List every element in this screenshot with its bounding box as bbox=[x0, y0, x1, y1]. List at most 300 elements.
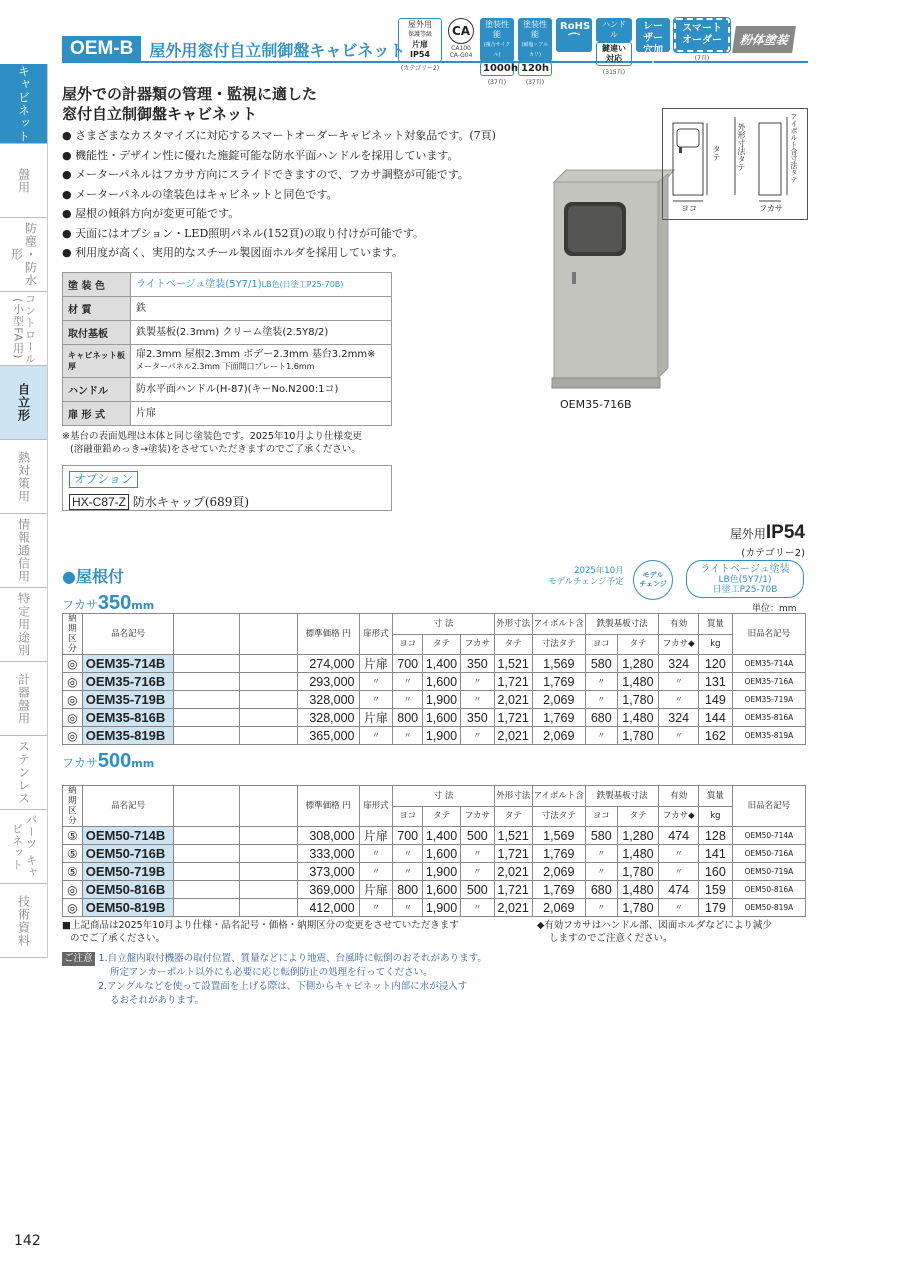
ca-icon: CA bbox=[448, 18, 474, 44]
blank-cell bbox=[240, 899, 298, 917]
depth-cell: 500 bbox=[460, 827, 494, 845]
sidebar-item-stainless[interactable] bbox=[0, 736, 48, 810]
color-std: 日塗工P25-70B bbox=[712, 585, 778, 595]
price-cell: 412,000 bbox=[297, 899, 359, 917]
old-code-cell: OEM50-719A bbox=[732, 863, 805, 881]
col-blank bbox=[174, 614, 240, 655]
depth-unit: mm bbox=[131, 757, 155, 770]
product-name-cell: OEM35-716B bbox=[82, 673, 174, 691]
width-cell: 〃 bbox=[393, 727, 423, 745]
ip-category: (カテゴリー2) bbox=[741, 548, 805, 559]
mass-cell: 160 bbox=[699, 863, 733, 881]
mass-cell: 128 bbox=[699, 827, 733, 845]
feature-item: ● メーターパネルはフカサ方向にスライドできますので、フカサ調整が可能です。 bbox=[62, 168, 469, 181]
col-mass: 質量 bbox=[699, 614, 733, 635]
mass-cell: 120 bbox=[699, 655, 733, 673]
plate-height-cell: 1,780 bbox=[617, 691, 659, 709]
door-cell: 片扉 bbox=[359, 827, 393, 845]
width-cell: 〃 bbox=[393, 863, 423, 881]
color-code: LB色(5Y7/1) bbox=[718, 575, 772, 585]
outer-height-cell: 1,521 bbox=[494, 827, 532, 845]
table-row bbox=[63, 691, 806, 709]
price-cell: 333,000 bbox=[297, 845, 359, 863]
blank-cell bbox=[240, 727, 298, 745]
blank-cell bbox=[174, 709, 240, 727]
blank-cell bbox=[240, 673, 298, 691]
feature-item: ● メーターパネルの塗装色はキャビネットと同色です。 bbox=[62, 187, 338, 201]
bolt-height-cell: 2,069 bbox=[532, 691, 585, 709]
thickness-line-1: 扉2.3mm 屋根2.3mm ボデー2.3mm 基台3.2mm※ bbox=[136, 349, 376, 360]
plate-width-cell: 〃 bbox=[585, 691, 617, 709]
price-cell: 293,000 bbox=[297, 673, 359, 691]
footnote-line: ◆有効フカサはハンドル部、図面ホルダなどにより減少 bbox=[537, 920, 772, 931]
outer-height-cell: 1,521 bbox=[494, 655, 532, 673]
coat1-cap: (37頁) bbox=[487, 79, 507, 86]
plate-height-cell: 1,780 bbox=[617, 727, 659, 745]
spec-key: ハンドル bbox=[63, 378, 131, 402]
coat-badge-2 bbox=[518, 18, 552, 86]
blank-cell bbox=[240, 881, 298, 899]
model-change-circle bbox=[633, 560, 673, 600]
table-row bbox=[63, 863, 806, 881]
blank-cell bbox=[174, 827, 240, 845]
caution-tag: ご注意 bbox=[64, 953, 93, 964]
col-eff: 有効 bbox=[659, 614, 699, 635]
old-code-cell: OEM35-714A bbox=[732, 655, 805, 673]
width-cell: 〃 bbox=[393, 899, 423, 917]
mass-cell: 131 bbox=[699, 673, 733, 691]
depth-cell: 〃 bbox=[460, 899, 494, 917]
door-cell: 〃 bbox=[359, 845, 393, 863]
option-row bbox=[69, 493, 385, 510]
col-blank bbox=[240, 786, 298, 827]
blank-cell bbox=[174, 845, 240, 863]
col-pw: ヨコ bbox=[585, 634, 617, 655]
page-header bbox=[62, 36, 405, 62]
door-cell: 〃 bbox=[359, 863, 393, 881]
col-bolt: アイボルト含 bbox=[532, 786, 585, 807]
price-cell: 328,000 bbox=[297, 691, 359, 709]
bolt-height-cell: 2,069 bbox=[532, 899, 585, 917]
effective-depth-cell: 〃 bbox=[659, 899, 699, 917]
sidebar-label: 情報通信用 bbox=[16, 518, 31, 583]
height-cell: 1,600 bbox=[423, 709, 461, 727]
coat2-l1: 塗装性能 bbox=[523, 20, 547, 39]
col-mass: 質量 bbox=[699, 786, 733, 807]
door-cell: 〃 bbox=[359, 899, 393, 917]
width-cell: 〃 bbox=[393, 845, 423, 863]
spec-table bbox=[62, 272, 392, 426]
plate-height-cell: 1,480 bbox=[617, 709, 659, 727]
coat-badge-1 bbox=[480, 18, 518, 86]
option-label: オプション bbox=[69, 471, 138, 488]
product-name-cell: OEM50-719B bbox=[82, 863, 174, 881]
product-name-cell: OEM35-714B bbox=[82, 655, 174, 673]
col-dim: 寸 法 bbox=[393, 786, 494, 807]
width-cell: 〃 bbox=[393, 673, 423, 691]
caution-line: 所定アンカーボルト以外にも必要に応じ転倒防止の処理を行ってください。 bbox=[110, 967, 433, 978]
model-change-note bbox=[548, 566, 624, 588]
depth-cell: 350 bbox=[460, 709, 494, 727]
spec-key: 扉 形 式 bbox=[63, 402, 131, 426]
sidebar-item-control[interactable] bbox=[0, 292, 48, 366]
width-cell: 〃 bbox=[393, 691, 423, 709]
depth-cell: 〃 bbox=[460, 727, 494, 745]
height-cell: 1,900 bbox=[423, 691, 461, 709]
width-cell: 800 bbox=[393, 881, 423, 899]
plate-height-cell: 1,480 bbox=[617, 881, 659, 899]
plate-height-cell: 1,780 bbox=[617, 863, 659, 881]
smart-order-badge bbox=[674, 18, 730, 62]
ip-badge-l1: 屋外用 bbox=[408, 20, 432, 29]
plate-height-cell: 1,780 bbox=[617, 899, 659, 917]
blank-cell bbox=[174, 863, 240, 881]
feature-badges bbox=[398, 18, 794, 86]
col-plate: 鉄製基板寸法 bbox=[585, 614, 658, 635]
plate-width-cell: 〃 bbox=[585, 673, 617, 691]
spec-row bbox=[63, 297, 392, 321]
blank-cell bbox=[174, 899, 240, 917]
col-plate: 鉄製基板寸法 bbox=[585, 786, 658, 807]
col-bolt-h: 寸法タテ bbox=[532, 806, 585, 827]
feature-item: ● さまざまなカスタマイズに対応するスマートオーダーキャビネット対象品です。(7頁) bbox=[62, 129, 496, 142]
spec-value: 片扉 bbox=[131, 402, 392, 426]
outer-height-cell: 2,021 bbox=[494, 863, 532, 881]
sidebar-label: 防塵・防水形 bbox=[9, 222, 38, 287]
spec-key: 材 質 bbox=[63, 297, 131, 321]
smart-order-label: スマート オーダー bbox=[674, 18, 730, 52]
blank-cell bbox=[240, 691, 298, 709]
delivery-cell: ◎ bbox=[63, 691, 83, 709]
col-blank bbox=[240, 614, 298, 655]
col-mass2: kg bbox=[699, 806, 733, 827]
col-door: 扉形式 bbox=[359, 786, 393, 827]
footnote-depth bbox=[537, 919, 807, 945]
bolt-height-cell: 1,769 bbox=[532, 673, 585, 691]
old-code-cell: OEM35-719A bbox=[732, 691, 805, 709]
delivery-cell: ⑤ bbox=[63, 827, 83, 845]
old-code-cell: OEM35-816A bbox=[732, 709, 805, 727]
bolt-height-cell: 1,769 bbox=[532, 881, 585, 899]
sidebar-label: パーツ キャビネット bbox=[10, 814, 38, 879]
table-row bbox=[63, 827, 806, 845]
option-desc: 防水キャップ(689頁) bbox=[132, 495, 250, 509]
price-cell: 365,000 bbox=[297, 727, 359, 745]
col-old: 旧品名記号 bbox=[732, 786, 805, 827]
outer-height-cell: 1,721 bbox=[494, 709, 532, 727]
product-name-cell: OEM35-816B bbox=[82, 709, 174, 727]
delivery-cell: ◎ bbox=[63, 727, 83, 745]
delivery-cell: ◎ bbox=[63, 673, 83, 691]
col-h: タテ bbox=[423, 806, 461, 827]
width-cell: 800 bbox=[393, 709, 423, 727]
depth-prefix: フカサ bbox=[62, 598, 98, 612]
product-name-cell: OEM50-716B bbox=[82, 845, 174, 863]
depth-cell: 〃 bbox=[460, 845, 494, 863]
model-code: OEM-B bbox=[62, 36, 141, 62]
option-code: HX-C87-Z bbox=[69, 494, 129, 510]
rohs-badge bbox=[556, 18, 592, 52]
col-dim: 寸 法 bbox=[393, 614, 494, 635]
sidebar-label: 盤用 bbox=[16, 167, 31, 194]
old-code-cell: OEM35-716A bbox=[732, 673, 805, 691]
caution-line: るおそれがあります。 bbox=[110, 995, 205, 1006]
plate-width-cell: 〃 bbox=[585, 727, 617, 745]
mass-cell: 144 bbox=[699, 709, 733, 727]
lead-text bbox=[62, 84, 317, 124]
ip-prefix: 屋外用 bbox=[729, 527, 766, 541]
col-bolt: アイボルト含 bbox=[532, 614, 585, 635]
product-name-cell: OEM35-819B bbox=[82, 727, 174, 745]
laser-badge bbox=[636, 18, 670, 68]
sidebar-item-waterproof[interactable] bbox=[0, 218, 48, 292]
sidebar-item-thermal[interactable] bbox=[0, 440, 48, 514]
drawing-depth-label: フカサ bbox=[759, 204, 783, 213]
col-pw: ヨコ bbox=[585, 806, 617, 827]
depth-cell: 〃 bbox=[460, 691, 494, 709]
bolt-height-cell: 2,069 bbox=[532, 727, 585, 745]
sidebar-item-cabinet[interactable] bbox=[0, 64, 48, 144]
plate-width-cell: 〃 bbox=[585, 845, 617, 863]
col-d: フカサ bbox=[460, 806, 494, 827]
sidebar-label: 熱対策用 bbox=[16, 450, 31, 503]
blank-cell bbox=[240, 863, 298, 881]
color-name: ライトベージュ塗装 bbox=[700, 564, 790, 575]
bolt-height-cell: 1,569 bbox=[532, 655, 585, 673]
sidebar-item-technical[interactable] bbox=[0, 884, 48, 958]
lead-line-2: 窓付自立制御盤キャビネット bbox=[62, 105, 258, 123]
model-change-text: モデルチェンジ予定 bbox=[548, 577, 624, 587]
plate-height-cell: 1,480 bbox=[617, 845, 659, 863]
height-cell: 1,900 bbox=[423, 727, 461, 745]
drawing-outer-label: 外形寸法タテ bbox=[737, 123, 746, 171]
col-w: ヨコ bbox=[393, 806, 423, 827]
ca-badge bbox=[446, 18, 476, 59]
drawing-width-label: ヨコ bbox=[681, 204, 697, 213]
sidebar-label: 特定用途別 bbox=[16, 592, 31, 657]
door-cell: 〃 bbox=[359, 691, 393, 709]
old-code-cell: OEM50-819A bbox=[732, 899, 805, 917]
outer-height-cell: 2,021 bbox=[494, 691, 532, 709]
old-code-cell: OEM35-819A bbox=[732, 727, 805, 745]
spec-note-line: ※基台の表面処理は本体と同じ塗装色です。2025年10月より仕様変更 bbox=[62, 431, 362, 442]
effective-depth-cell: 〃 bbox=[659, 673, 699, 691]
spec-row bbox=[63, 321, 392, 345]
door-cell: 片扉 bbox=[359, 881, 393, 899]
ip-value: IP54 bbox=[765, 522, 805, 543]
outer-height-cell: 1,721 bbox=[494, 881, 532, 899]
model-change-date: 2025年10月 bbox=[574, 566, 624, 576]
spec-note-line: (溶融亜鉛めっき→塗装)をさせていただきますのでご了承ください。 bbox=[70, 444, 361, 455]
bolt-height-cell: 1,769 bbox=[532, 709, 585, 727]
price-cell: 369,000 bbox=[297, 881, 359, 899]
delivery-cell: ◎ bbox=[63, 709, 83, 727]
price-cell: 308,000 bbox=[297, 827, 359, 845]
coat1-l2: (複合サイクル) bbox=[483, 42, 511, 58]
effective-depth-cell: 〃 bbox=[659, 727, 699, 745]
mass-cell: 179 bbox=[699, 899, 733, 917]
depth-value: 500 bbox=[97, 750, 132, 772]
rohs-leaf-icon: ⌒ bbox=[567, 32, 580, 46]
depth-cell: 〃 bbox=[460, 673, 494, 691]
color-badge bbox=[686, 560, 804, 598]
price-cell: 328,000 bbox=[297, 709, 359, 727]
footnote-change bbox=[62, 919, 532, 945]
caution-line: 1.自立盤内取付機器の取付位置、質量などにより地震、台風時に転倒のおそれがあります。 bbox=[98, 953, 487, 964]
spec-row bbox=[63, 378, 392, 402]
sidebar-label: ステンレス bbox=[16, 740, 31, 805]
spec-row bbox=[63, 273, 392, 297]
table-row bbox=[63, 727, 806, 745]
depth-cell: 500 bbox=[460, 881, 494, 899]
blank-cell bbox=[174, 881, 240, 899]
height-cell: 1,600 bbox=[423, 673, 461, 691]
price-cell: 274,000 bbox=[297, 655, 359, 673]
sidebar bbox=[0, 64, 48, 958]
mass-cell: 162 bbox=[699, 727, 733, 745]
col-door: 扉形式 bbox=[359, 614, 393, 655]
sidebar-item-telecom[interactable] bbox=[0, 514, 48, 588]
lead-line-1: 屋外での計器類の管理・監視に適した bbox=[62, 85, 318, 103]
sidebar-item-meter[interactable] bbox=[0, 662, 48, 736]
sidebar-label: 計器盤用 bbox=[16, 672, 31, 725]
feature-item: ● 利用度が高く、実用的なスチール製図面ホルダを採用しています。 bbox=[62, 246, 404, 259]
plate-width-cell: 680 bbox=[585, 709, 617, 727]
spec-key: 取付基板 bbox=[63, 321, 131, 345]
spec-row bbox=[63, 345, 392, 378]
ip-badge-l2: 保護等級 bbox=[407, 31, 432, 38]
door-cell: 〃 bbox=[359, 673, 393, 691]
col-outer-h: タテ bbox=[494, 634, 532, 655]
option-box bbox=[62, 465, 392, 511]
sidebar-label: 技術資料 bbox=[16, 894, 31, 947]
sidebar-item-panel[interactable] bbox=[0, 144, 48, 218]
height-cell: 1,900 bbox=[423, 863, 461, 881]
spec-value: 鉄 bbox=[131, 297, 392, 321]
col-bolt-h: 寸法タテ bbox=[532, 634, 585, 655]
effective-depth-cell: 474 bbox=[659, 827, 699, 845]
footnote-line: しますのでご注意ください。 bbox=[549, 933, 673, 944]
sidebar-label: コントロール(小型FA用) bbox=[11, 292, 37, 365]
plate-height-cell: 1,480 bbox=[617, 673, 659, 691]
col-outer-h: タテ bbox=[494, 806, 532, 827]
depth-value: 350 bbox=[97, 592, 132, 614]
spec-key: キャビネット板厚 bbox=[63, 345, 131, 378]
ca-badge-cap: CA100 CA-G04 bbox=[449, 45, 473, 59]
mass-cell: 149 bbox=[699, 691, 733, 709]
col-outer: 外形寸法 bbox=[494, 786, 532, 807]
blank-cell bbox=[240, 709, 298, 727]
laser-label: レーザー 穴加工 bbox=[636, 18, 670, 52]
col-name: 品名記号 bbox=[82, 614, 174, 655]
col-price: 標準価格 円 bbox=[297, 614, 359, 655]
coat2-l2: (耐塩・アルカリ) bbox=[521, 42, 549, 58]
width-cell: 700 bbox=[393, 827, 423, 845]
door-cell: 片扉 bbox=[359, 709, 393, 727]
spec-value: 鉄製基板(2.3mm) クリーム塗装(2.5Y8/2) bbox=[131, 321, 392, 345]
table-row bbox=[63, 709, 806, 727]
bolt-height-cell: 1,769 bbox=[532, 845, 585, 863]
spec-key: 塗 装 色 bbox=[63, 273, 131, 297]
col-price: 標準価格 円 bbox=[297, 786, 359, 827]
product-name-cell: OEM50-714B bbox=[82, 827, 174, 845]
handle-l2: 鍵違い bbox=[602, 44, 626, 53]
sidebar-item-freestanding[interactable] bbox=[0, 366, 48, 440]
spec-value bbox=[131, 273, 392, 297]
col-blank bbox=[174, 786, 240, 827]
effective-depth-cell: 〃 bbox=[659, 691, 699, 709]
section-title-roof: ●屋根付 bbox=[62, 567, 124, 586]
product-name-cell: OEM50-816B bbox=[82, 881, 174, 899]
plate-width-cell: 〃 bbox=[585, 863, 617, 881]
delivery-cell: ⑤ bbox=[63, 863, 83, 881]
mass-cell: 141 bbox=[699, 845, 733, 863]
ip-badge bbox=[398, 18, 442, 72]
plate-width-cell: 580 bbox=[585, 827, 617, 845]
col-name: 品名記号 bbox=[82, 786, 174, 827]
col-mass2: kg bbox=[699, 634, 733, 655]
drawing-height-label: タテ bbox=[712, 145, 721, 161]
depth-prefix: フカサ bbox=[62, 756, 98, 770]
spec-row bbox=[63, 402, 392, 426]
height-cell: 1,600 bbox=[423, 845, 461, 863]
coat2-l3: 120h bbox=[518, 62, 552, 76]
outer-height-cell: 2,021 bbox=[494, 899, 532, 917]
table-row bbox=[63, 673, 806, 691]
sidebar-label: キャビネット bbox=[16, 64, 31, 143]
plate-width-cell: 580 bbox=[585, 655, 617, 673]
height-cell: 1,400 bbox=[423, 827, 461, 845]
delivery-cell: ◎ bbox=[63, 655, 83, 673]
old-code-cell: OEM50-714A bbox=[732, 827, 805, 845]
cabinet-product-image bbox=[548, 168, 678, 390]
caution-line: 2.アングルなどを使って設置面を上げる際は、下側からキャビネット内部に水が浸入す bbox=[98, 981, 468, 992]
sidebar-item-parts[interactable] bbox=[0, 810, 48, 884]
smart-order-cap: (7頁) bbox=[694, 55, 710, 62]
effective-depth-cell: 〃 bbox=[659, 845, 699, 863]
height-cell: 1,900 bbox=[423, 899, 461, 917]
coat1-l1: 塗装性能 bbox=[485, 20, 509, 39]
delivery-cell: ⑤ bbox=[63, 845, 83, 863]
blank-cell bbox=[240, 845, 298, 863]
page-title: 屋外用窓付自立制御盤キャビネット bbox=[149, 40, 406, 60]
handle-cap: (315頁) bbox=[602, 69, 626, 76]
bolt-height-cell: 1,569 bbox=[532, 827, 585, 845]
depth-500-heading bbox=[62, 750, 154, 773]
table-row bbox=[63, 881, 806, 899]
col-eff: 有効 bbox=[659, 786, 699, 807]
dimension-drawing bbox=[662, 108, 808, 220]
blank-cell bbox=[240, 827, 298, 845]
sidebar-item-special[interactable] bbox=[0, 588, 48, 662]
table-row bbox=[63, 845, 806, 863]
width-cell: 700 bbox=[393, 655, 423, 673]
delivery-cell: ◎ bbox=[63, 881, 83, 899]
col-eff2: フカサ◆ bbox=[659, 634, 699, 655]
col-old: 旧品名記号 bbox=[732, 614, 805, 655]
outer-height-cell: 1,721 bbox=[494, 845, 532, 863]
handle-l3: 対応 bbox=[606, 54, 622, 63]
door-cell: 〃 bbox=[359, 727, 393, 745]
unit-label: 単位：mm bbox=[752, 604, 797, 614]
coat1-l3: 1000h bbox=[480, 62, 514, 76]
drawing-bolt-label: アイボルト含寸法タテ bbox=[790, 113, 798, 183]
footnote-line: ■上記商品は2025年10月より仕様・品名記号・価格・納期区分の変更をさせていただきます bbox=[62, 920, 459, 931]
spec-value bbox=[131, 345, 392, 378]
delivery-cell: ◎ bbox=[63, 899, 83, 917]
col-delivery: 納期区分 bbox=[63, 614, 83, 655]
col-outer: 外形寸法 bbox=[494, 614, 532, 635]
